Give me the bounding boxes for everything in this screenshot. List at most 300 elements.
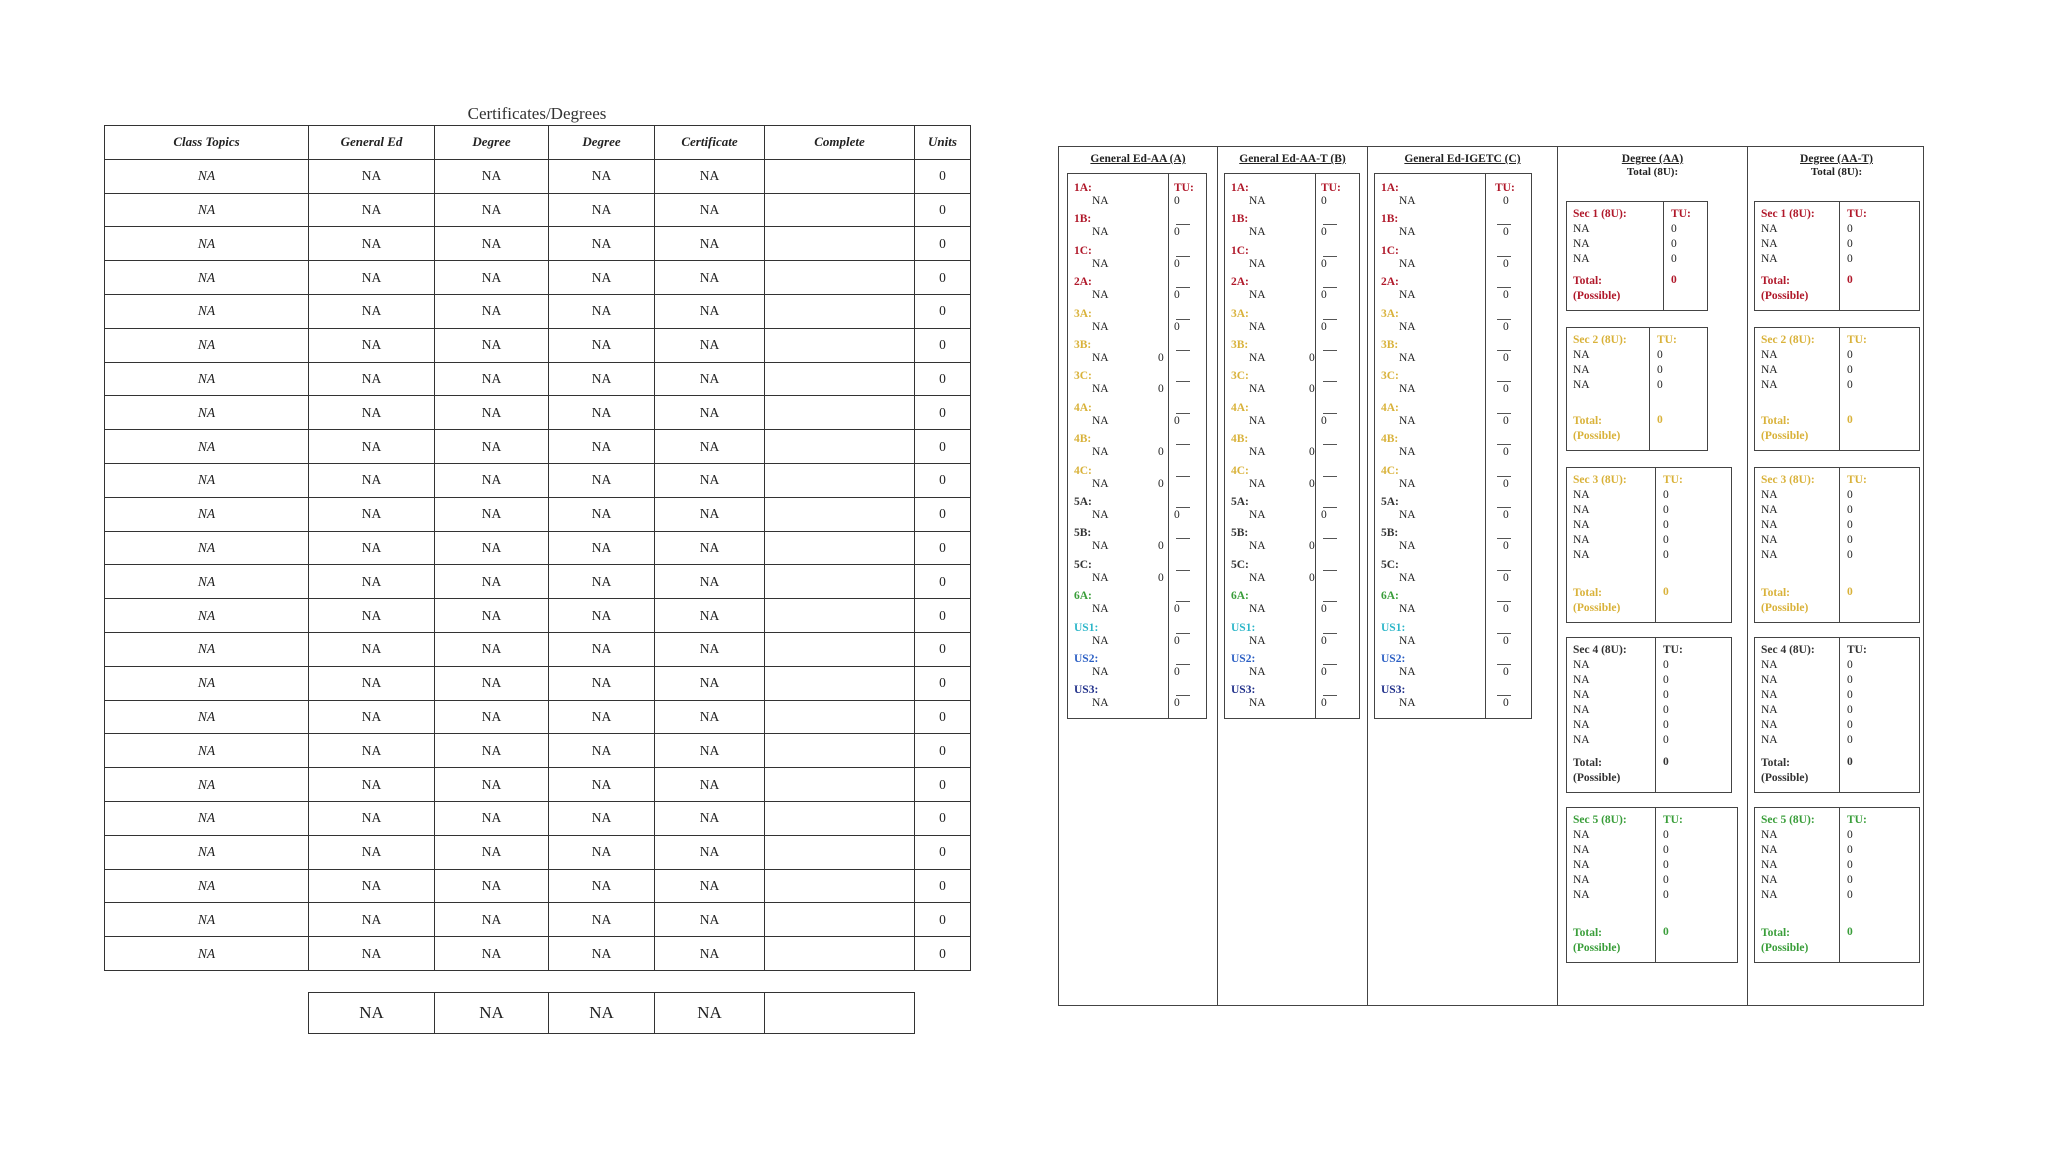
total-label-text: Total: xyxy=(1761,275,1790,287)
class-topic-cell: NA xyxy=(105,261,309,295)
class-topic-cell: NA xyxy=(105,632,309,666)
gen-ed-row xyxy=(1225,525,1359,555)
certificates-title: Certificates/Degrees xyxy=(467,104,607,123)
section-course-value: NA xyxy=(1761,829,1778,841)
class-topic-cell: NA xyxy=(105,430,309,464)
general-ed-cell: NA xyxy=(309,700,435,734)
units-value: 0 xyxy=(1503,320,1509,333)
gen-ed-row xyxy=(1375,431,1531,461)
section-course-value: NA xyxy=(1573,734,1590,746)
class-topic-cell: NA xyxy=(105,396,309,430)
gen-ed-row xyxy=(1068,368,1206,398)
section-label: Sec 1 (8U): xyxy=(1573,208,1627,220)
gen-ed-row xyxy=(1225,400,1359,430)
gen-ed-row xyxy=(1375,463,1531,493)
units-value: 0 xyxy=(1158,352,1164,364)
degree-section-box xyxy=(1566,807,1738,963)
area-code-label: 6A: xyxy=(1231,590,1249,603)
area-code-label: 6A: xyxy=(1074,590,1092,603)
section-course-value: NA xyxy=(1761,874,1778,886)
total-label-text: Total: xyxy=(1573,275,1602,287)
degree-1-cell: NA xyxy=(435,632,549,666)
class-topic-cell: NA xyxy=(105,159,309,193)
units-cell: 0 xyxy=(915,294,971,328)
gen-ed-row xyxy=(1068,211,1206,241)
degree-2-cell: NA xyxy=(549,869,655,903)
units-value: 0 xyxy=(1309,540,1315,553)
class-topic-cell: NA xyxy=(105,362,309,396)
degree-aa-t-subtitle: Total (8U): xyxy=(1810,166,1863,178)
degree-2-cell: NA xyxy=(549,700,655,734)
gen-ed-row xyxy=(1375,243,1531,273)
course-value: NA xyxy=(1249,509,1266,521)
divider-line xyxy=(1497,444,1511,445)
degree-2-cell: NA xyxy=(549,362,655,396)
divider-line xyxy=(1497,224,1511,225)
section-total-value: 0 xyxy=(1847,414,1853,426)
totals-row-table xyxy=(308,992,915,1034)
area-code-label: 5B: xyxy=(1074,527,1092,540)
area-code-label: 1C: xyxy=(1381,244,1399,257)
gen-ed-row xyxy=(1068,557,1206,587)
table-row xyxy=(105,700,971,734)
certificate-cell: NA xyxy=(655,227,765,261)
section-course-value: NA xyxy=(1573,674,1590,686)
units-cell: 0 xyxy=(915,835,971,869)
degree-2-cell: NA xyxy=(549,159,655,193)
certificate-cell: NA xyxy=(655,159,765,193)
general-ed-cell: NA xyxy=(309,261,435,295)
class-topic-cell: NA xyxy=(105,835,309,869)
certificate-cell: NA xyxy=(655,835,765,869)
section-divider xyxy=(1649,328,1650,450)
section-course-value: NA xyxy=(1761,659,1778,671)
section-tu-label: TU: xyxy=(1847,334,1867,346)
units-value: 0 xyxy=(1321,289,1327,302)
complete-cell xyxy=(765,396,915,430)
gen-ed-row xyxy=(1375,682,1531,712)
course-value: NA xyxy=(1092,509,1109,521)
section-units-value: 0 xyxy=(1847,889,1853,901)
gen-ed-aa-column xyxy=(1059,147,1218,1005)
section-course-value: NA xyxy=(1761,674,1778,686)
course-value: NA xyxy=(1092,195,1109,207)
area-code-label: 5C: xyxy=(1231,558,1249,571)
section-units-value: 0 xyxy=(1663,704,1669,716)
section-course-value: NA xyxy=(1573,859,1590,871)
area-code-label: US2: xyxy=(1074,653,1099,665)
gen-ed-igetc-column xyxy=(1368,147,1558,1005)
units-value: 0 xyxy=(1503,509,1509,521)
section-course-value: NA xyxy=(1761,534,1778,546)
tu-label: TU: xyxy=(1321,182,1341,194)
degree-1-cell: NA xyxy=(435,227,549,261)
course-value: NA xyxy=(1399,477,1416,490)
divider-line xyxy=(1176,570,1190,571)
units-value: 0 xyxy=(1503,634,1509,647)
units-cell: 0 xyxy=(915,531,971,565)
units-value: 0 xyxy=(1503,603,1509,616)
degree-2-cell: NA xyxy=(549,193,655,227)
section-units-value: 0 xyxy=(1663,519,1669,531)
gen-ed-row xyxy=(1068,651,1206,681)
course-value: NA xyxy=(1092,603,1109,616)
units-value: 0 xyxy=(1309,446,1315,459)
gen-ed-row xyxy=(1375,494,1531,524)
section-units-value: 0 xyxy=(1657,364,1663,376)
certificate-cell: NA xyxy=(655,362,765,396)
section-units-value: 0 xyxy=(1847,704,1853,716)
possible-label-text: (Possible) xyxy=(1761,602,1809,614)
section-units-value: 0 xyxy=(1847,504,1853,516)
certificate-cell: NA xyxy=(655,801,765,835)
units-cell: 0 xyxy=(915,937,971,971)
total-certificate: NA xyxy=(655,993,765,1034)
section-units-value: 0 xyxy=(1663,659,1669,671)
units-cell: 0 xyxy=(915,700,971,734)
section-label: Sec 4 (8U): xyxy=(1573,644,1627,656)
divider-line xyxy=(1323,695,1337,696)
section-units-value: 0 xyxy=(1663,549,1669,561)
section-label: Sec 2 (8U): xyxy=(1573,334,1627,346)
section-course-value: NA xyxy=(1761,719,1778,731)
totals-row xyxy=(309,993,915,1034)
course-value: NA xyxy=(1092,383,1109,396)
area-code-label: US3: xyxy=(1381,684,1406,697)
area-code-label: 4B: xyxy=(1381,433,1399,446)
possible-label-text: (Possible) xyxy=(1573,290,1621,302)
general-ed-cell: NA xyxy=(309,835,435,869)
possible-label-text: (Possible) xyxy=(1573,602,1621,614)
gen-ed-row xyxy=(1068,620,1206,650)
course-value: NA xyxy=(1092,571,1109,584)
certificate-cell: NA xyxy=(655,294,765,328)
course-value: NA xyxy=(1249,352,1266,364)
general-ed-cell: NA xyxy=(309,599,435,633)
course-value: NA xyxy=(1092,540,1109,553)
section-units-value: 0 xyxy=(1663,734,1669,746)
degree-aa-t-title: Degree (AA-T) xyxy=(1800,153,1873,165)
table-row xyxy=(105,396,971,430)
section-total-label xyxy=(1573,274,1620,304)
possible-label-text: (Possible) xyxy=(1761,290,1809,302)
degree-aa-t-column xyxy=(1748,147,1925,1005)
header-certificate: Certificate xyxy=(655,126,765,160)
section-course-value: NA xyxy=(1573,719,1590,731)
section-label: Sec 3 (8U): xyxy=(1573,474,1627,486)
section-course-value: NA xyxy=(1761,549,1778,561)
units-cell: 0 xyxy=(915,362,971,396)
section-total-value: 0 xyxy=(1847,274,1853,286)
divider-line xyxy=(1176,319,1190,320)
section-units-value: 0 xyxy=(1663,889,1669,901)
area-code-label: 1A: xyxy=(1231,182,1249,194)
table-row xyxy=(105,362,971,396)
certificate-cell: NA xyxy=(655,666,765,700)
gen-ed-row xyxy=(1225,243,1359,273)
units-value: 0 xyxy=(1503,697,1509,710)
units-value: 0 xyxy=(1321,697,1327,710)
table-row xyxy=(105,632,971,666)
units-value: 0 xyxy=(1503,195,1509,207)
area-code-label: 4C: xyxy=(1074,464,1092,477)
units-value: 0 xyxy=(1503,540,1509,553)
gen-ed-row xyxy=(1225,557,1359,587)
section-course-value: NA xyxy=(1761,519,1778,531)
section-units-value: 0 xyxy=(1847,364,1853,376)
complete-cell xyxy=(765,903,915,937)
divider-line xyxy=(1323,664,1337,665)
gen-ed-row xyxy=(1225,368,1359,398)
degree-1-cell: NA xyxy=(435,734,549,768)
class-topic-cell: NA xyxy=(105,565,309,599)
course-value: NA xyxy=(1249,257,1266,270)
table-row xyxy=(105,328,971,362)
section-units-value: 0 xyxy=(1847,519,1853,531)
divider-line xyxy=(1176,695,1190,696)
requirements-panel xyxy=(1058,146,1924,1006)
degree-section-box xyxy=(1754,327,1920,451)
gen-ed-row xyxy=(1225,274,1359,304)
section-units-value: 0 xyxy=(1671,253,1677,265)
degree-1-cell: NA xyxy=(435,700,549,734)
total-label-text: Total: xyxy=(1761,415,1790,427)
complete-cell xyxy=(765,463,915,497)
course-value: NA xyxy=(1399,571,1416,584)
units-value: 0 xyxy=(1174,195,1180,207)
table-row xyxy=(105,193,971,227)
general-ed-cell: NA xyxy=(309,903,435,937)
area-code-label: US3: xyxy=(1074,684,1099,697)
gen-ed-aa-t-column xyxy=(1218,147,1368,1005)
certificate-cell: NA xyxy=(655,734,765,768)
degree-1-cell: NA xyxy=(435,159,549,193)
units-value: 0 xyxy=(1321,603,1327,616)
class-topic-cell: NA xyxy=(105,937,309,971)
course-value: NA xyxy=(1249,446,1266,459)
units-cell: 0 xyxy=(915,632,971,666)
gen-ed-row xyxy=(1068,306,1206,336)
section-units-value: 0 xyxy=(1847,534,1853,546)
table-row xyxy=(105,937,971,971)
degree-1-cell: NA xyxy=(435,666,549,700)
class-topic-cell: NA xyxy=(105,801,309,835)
general-ed-cell: NA xyxy=(309,565,435,599)
area-code-label: 3C: xyxy=(1231,370,1249,383)
possible-label-text: (Possible) xyxy=(1761,942,1809,954)
degree-section-box xyxy=(1754,201,1920,311)
gen-ed-row xyxy=(1375,337,1531,367)
section-units-value: 0 xyxy=(1663,844,1669,856)
table-row xyxy=(105,666,971,700)
section-course-value: NA xyxy=(1761,704,1778,716)
units-value: 0 xyxy=(1309,383,1315,396)
complete-cell xyxy=(765,599,915,633)
gen-ed-row xyxy=(1068,431,1206,461)
divider-line xyxy=(1497,381,1511,382)
degree-2-cell: NA xyxy=(549,903,655,937)
degree-2-cell: NA xyxy=(549,632,655,666)
total-label-text: Total: xyxy=(1573,415,1602,427)
gen-ed-row xyxy=(1375,525,1531,555)
table-row xyxy=(105,835,971,869)
units-value: 0 xyxy=(1158,383,1164,396)
section-units-value: 0 xyxy=(1847,349,1853,361)
divider-line xyxy=(1176,633,1190,634)
area-code-label: 4C: xyxy=(1381,464,1399,477)
area-code-label: 2A: xyxy=(1381,276,1399,289)
complete-cell xyxy=(765,193,915,227)
degree-2-cell: NA xyxy=(549,801,655,835)
table-row xyxy=(105,531,971,565)
units-cell: 0 xyxy=(915,328,971,362)
header-class-topics: Class Topics xyxy=(105,126,309,160)
degree-1-cell: NA xyxy=(435,835,549,869)
degree-section-box xyxy=(1754,807,1920,963)
section-tu-label: TU: xyxy=(1663,474,1683,486)
course-value: NA xyxy=(1092,289,1109,302)
section-course-value: NA xyxy=(1573,534,1590,546)
units-cell: 0 xyxy=(915,801,971,835)
section-units-value: 0 xyxy=(1847,489,1853,501)
units-value: 0 xyxy=(1158,477,1164,490)
gen-ed-row xyxy=(1068,588,1206,618)
section-total-value: 0 xyxy=(1847,926,1853,938)
degree-1-cell: NA xyxy=(435,801,549,835)
divider-line xyxy=(1176,381,1190,382)
divider-line xyxy=(1323,256,1337,257)
divider-line xyxy=(1497,601,1511,602)
gen-ed-row xyxy=(1225,431,1359,461)
table-row xyxy=(105,227,971,261)
gen-ed-row xyxy=(1225,211,1359,241)
units-value: 0 xyxy=(1321,634,1327,647)
units-cell: 0 xyxy=(915,734,971,768)
complete-cell xyxy=(765,328,915,362)
gen-ed-row xyxy=(1375,306,1531,336)
degree-2-cell: NA xyxy=(549,497,655,531)
course-value: NA xyxy=(1249,195,1266,207)
units-value: 0 xyxy=(1503,477,1509,490)
certificate-cell: NA xyxy=(655,565,765,599)
units-value: 0 xyxy=(1321,257,1327,270)
section-divider xyxy=(1663,202,1664,310)
total-label-text: Total: xyxy=(1761,927,1790,939)
course-value: NA xyxy=(1399,603,1416,616)
section-label: Sec 1 (8U): xyxy=(1761,208,1815,220)
degree-section-box xyxy=(1566,201,1708,311)
units-value: 0 xyxy=(1321,195,1327,207)
units-cell: 0 xyxy=(915,159,971,193)
section-total-value: 0 xyxy=(1663,756,1669,768)
area-code-label: 3A: xyxy=(1231,307,1249,320)
degree-1-cell: NA xyxy=(435,869,549,903)
degree-section-box xyxy=(1566,637,1732,793)
units-value: 0 xyxy=(1321,226,1327,239)
certificates-table-body xyxy=(105,159,971,970)
complete-cell xyxy=(765,430,915,464)
total-label-text: Total: xyxy=(1573,587,1602,599)
degree-section-box xyxy=(1566,467,1732,623)
degree-2-cell: NA xyxy=(549,565,655,599)
certificate-cell: NA xyxy=(655,396,765,430)
course-value: NA xyxy=(1092,226,1109,239)
units-value: 0 xyxy=(1309,477,1315,490)
certificate-cell: NA xyxy=(655,193,765,227)
section-course-value: NA xyxy=(1573,844,1590,856)
gen-ed-row xyxy=(1225,180,1359,210)
gen-ed-row xyxy=(1225,306,1359,336)
units-value: 0 xyxy=(1158,446,1164,459)
section-units-value: 0 xyxy=(1657,379,1663,391)
section-units-value: 0 xyxy=(1847,674,1853,686)
general-ed-cell: NA xyxy=(309,362,435,396)
possible-label-text: (Possible) xyxy=(1573,942,1621,954)
general-ed-cell: NA xyxy=(309,801,435,835)
section-total-value: 0 xyxy=(1657,414,1663,426)
divider-line xyxy=(1323,601,1337,602)
degree-1-cell: NA xyxy=(435,463,549,497)
section-course-value: NA xyxy=(1761,223,1778,235)
section-units-value: 0 xyxy=(1663,504,1669,516)
degree-1-cell: NA xyxy=(435,362,549,396)
units-value: 0 xyxy=(1174,603,1180,616)
gen-ed-aa-t-box xyxy=(1224,173,1360,719)
units-cell: 0 xyxy=(915,666,971,700)
course-value: NA xyxy=(1399,289,1416,302)
section-course-value: NA xyxy=(1573,704,1590,716)
course-value: NA xyxy=(1092,352,1109,364)
section-course-value: NA xyxy=(1761,504,1778,516)
section-course-value: NA xyxy=(1761,253,1778,265)
complete-cell xyxy=(765,159,915,193)
degree-section-box xyxy=(1754,467,1920,623)
units-cell: 0 xyxy=(915,227,971,261)
area-code-label: 5A: xyxy=(1074,496,1092,508)
area-code-label: 4A: xyxy=(1381,401,1399,414)
degree-2-cell: NA xyxy=(549,531,655,565)
gen-ed-row xyxy=(1375,620,1531,650)
class-topic-cell: NA xyxy=(105,497,309,531)
degree-1-cell: NA xyxy=(435,396,549,430)
section-units-value: 0 xyxy=(1663,829,1669,841)
section-course-value: NA xyxy=(1573,549,1590,561)
degree-2-cell: NA xyxy=(549,734,655,768)
certificate-cell: NA xyxy=(655,497,765,531)
degree-1-cell: NA xyxy=(435,328,549,362)
section-divider xyxy=(1655,468,1656,622)
table-row xyxy=(105,801,971,835)
degree-section-box xyxy=(1566,327,1708,451)
section-units-value: 0 xyxy=(1657,349,1663,361)
table-header-row xyxy=(105,126,971,160)
divider-line xyxy=(1323,319,1337,320)
class-topic-cell: NA xyxy=(105,869,309,903)
possible-label-text: (Possible) xyxy=(1761,772,1809,784)
degree-2-cell: NA xyxy=(549,666,655,700)
area-code-label: 5A: xyxy=(1381,496,1399,508)
gen-ed-row xyxy=(1225,463,1359,493)
divider-line xyxy=(1497,319,1511,320)
divider-line xyxy=(1176,601,1190,602)
units-cell: 0 xyxy=(915,768,971,802)
units-value: 0 xyxy=(1321,666,1327,678)
units-value: 0 xyxy=(1503,571,1509,584)
divider-line xyxy=(1323,381,1337,382)
total-label-text: Total: xyxy=(1761,757,1790,769)
section-total-value: 0 xyxy=(1671,274,1677,286)
section-units-value: 0 xyxy=(1847,549,1853,561)
